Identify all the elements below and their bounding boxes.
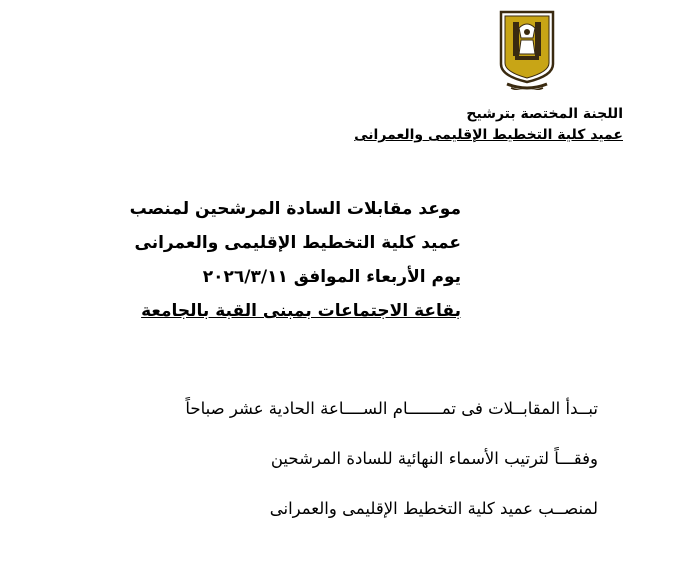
body-line-start-time: تبــدأ المقابــلات فى تمـــــــام الســــاعة الحادية عشر صباحاً [185,399,598,418]
committee-title: اللجنة المختصة بترشيح [466,106,623,122]
body-line-order: وفقـــاً لترتيب الأسماء النهائية للسادة المرشحين [270,449,598,468]
announcement-block [81,192,461,328]
body-line-position: لمنصــب عميد كلية التخطيط الإقليمى والعمرانى [269,499,598,518]
committee-subtitle: عميد كلية التخطيط الإقليمى والعمرانى [354,127,623,143]
announcement-title: موعد مقابلات السادة المرشحين لمنصب [129,199,461,219]
committee-header [263,104,623,146]
announcement-position: عميد كلية التخطيط الإقليمى والعمرانى [134,233,461,253]
announcement-date: يوم الأربعاء الموافق ٢٠٢٦/٣/١١ [202,267,461,287]
cairo-university-logo-icon [497,8,557,90]
announcement-venue: بقاعة الاجتماعات بمبنى القبة بالجامعة [141,301,461,321]
body-paragraph [38,384,598,534]
